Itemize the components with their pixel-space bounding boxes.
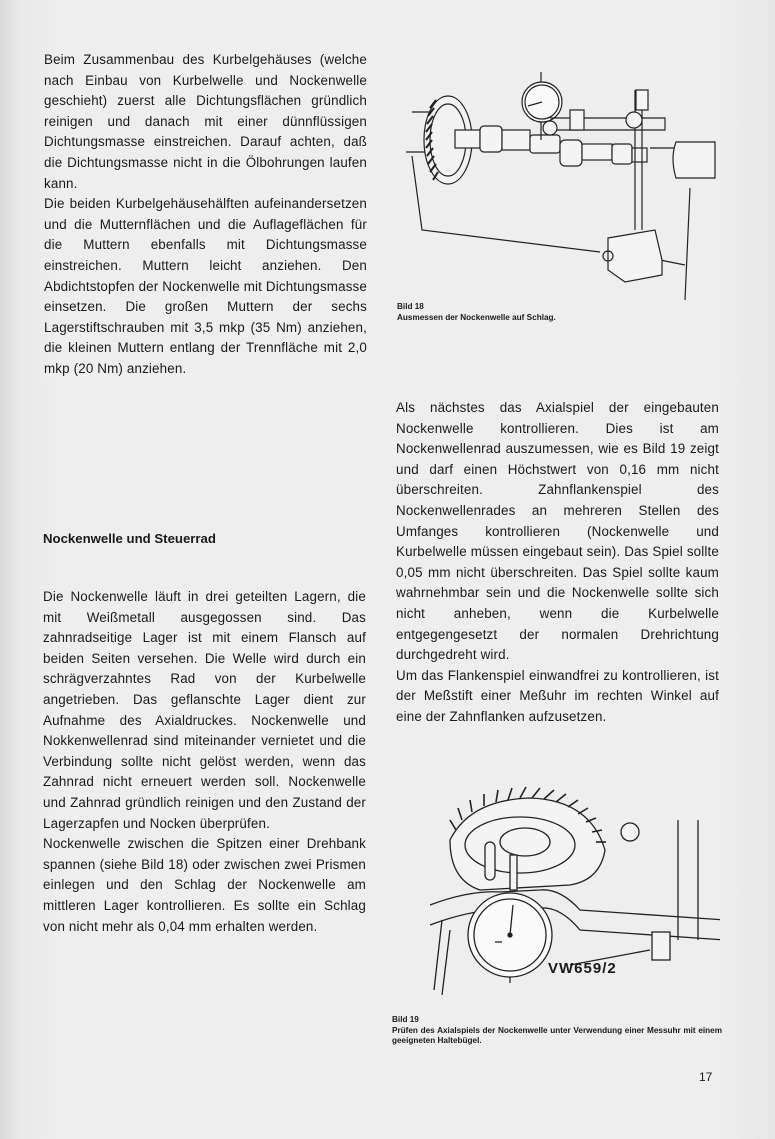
intro-text — [44, 50, 367, 380]
figure-18-caption — [397, 302, 697, 323]
figure-19-title: Bild 19 — [392, 1015, 419, 1024]
section-text — [43, 587, 366, 937]
flank-play-paragraph: Um das Flankenspiel einwandfrei zu kontrollieren, ist der Meßstift einer Meßuhr im rechten Winkel auf eine der Zahnflanken aufzusetzen. — [396, 667, 719, 724]
figure-18-title: Bild 18 — [397, 302, 424, 311]
figure-18-camshaft-runout-illustration — [400, 60, 720, 305]
intro-paragraph-2: Die beiden Kurbelgehäusehälften aufeinandersetzen und die Mutternflächen und die Auflageflächen für die Muttern ebenfalls mit Dichtungsmasse einstreichen. Muttern leicht anziehen. Den Abdichtstopfen der Nockenwelle mit Dichtungsmasse einsetzen. Die großen Muttern der sechs Lagerstiftschrauben mit 3,5 mkp (35 Nm) anziehen, die kleinen Muttern entlang der Trennfläche mit 2,0 mkp (20 Nm) anziehen. — [44, 196, 367, 376]
figure-18-caption-text: Ausmessen der Nockenwelle auf Schlag. — [397, 312, 556, 322]
intro-paragraph-1: Beim Zusammenbau des Kurbelgehäuses (welche nach Einbau von Kurbelwelle und Nockenwelle geschieht) zuerst alle Dichtungsflächen gründlich reinigen und danach mit einer dünnflüssigen Dichtungsmasse einstreichen. Darauf achten, daß die Dichtungsmasse nicht in die Ölbohrungen laufen kann. — [44, 52, 367, 191]
right-column-text — [396, 398, 719, 728]
page-number: 17 — [699, 1070, 713, 1084]
section-paragraph-2: Nockenwelle zwischen die Spitzen einer Drehbank spannen (siehe Bild 18) oder zwischen zwei Prismen einlegen und den Schlag der Nockenwelle am mittleren Lager kontrollieren. Es sollte ein Schlag von nicht mehr als 0,04 mm erhalten werden. — [43, 836, 366, 934]
tool-number-label: VW659/2 — [548, 960, 617, 977]
figure-19-caption — [392, 1015, 722, 1047]
figure-19-caption-text: Prüfen des Axialspiels der Nockenwelle unter Verwendung einer Messuhr mit einem geeigneten Haltebügel. — [392, 1025, 722, 1045]
axial-play-paragraph: Als nächstes das Axialspiel der eingebauten Nockenwelle kontrollieren. Dies ist am Nockenwellenrad auszumessen, wie es Bild 19 zeigt und darf einen Höchstwert von 0,16 mm nicht überschreiten. Zahnflankenspiel des Nockenwellenrades an mehreren Stellen des Umfanges kontrollieren (Nockenwelle und Kurbelwelle müssen eingebaut sein). Das Spiel sollte 0,05 mm nicht überschreiten. Das Spiel sollte kaum wahrnehmbar sein und die Nockenwelle sollte sich nicht anheben, wenn die Kurbelwelle entgegengesetzt der normalen Drehrichtung durchgedreht wird. — [396, 400, 719, 663]
section-heading: Nockenwelle und Steuerrad — [43, 531, 216, 546]
section-paragraph-1: Die Nockenwelle läuft in drei geteilten Lagern, die mit Weißmetall ausgegossen sind. Das zahnradseitige Lager ist mit einem Flansch auf beiden Seiten versehen. Die Welle wird durch ein schrägverzahntes Rad von der Kurbelwelle angetrieben. Das geflanschte Lager dient zur Aufnahme des Axialdruckes. Nockenwelle und Nokkenwellenrad sind miteinander vernietet und die Verbindung sollte nicht gelöst werden, wenn das Zahnrad nicht erneuert werden soll. Nockenwelle und Zahnrad gründlich reinigen und den Zustand der Lagerzapfen und Nocken überprüfen. — [43, 589, 366, 831]
figure-19-axial-play-illustration — [430, 780, 720, 995]
